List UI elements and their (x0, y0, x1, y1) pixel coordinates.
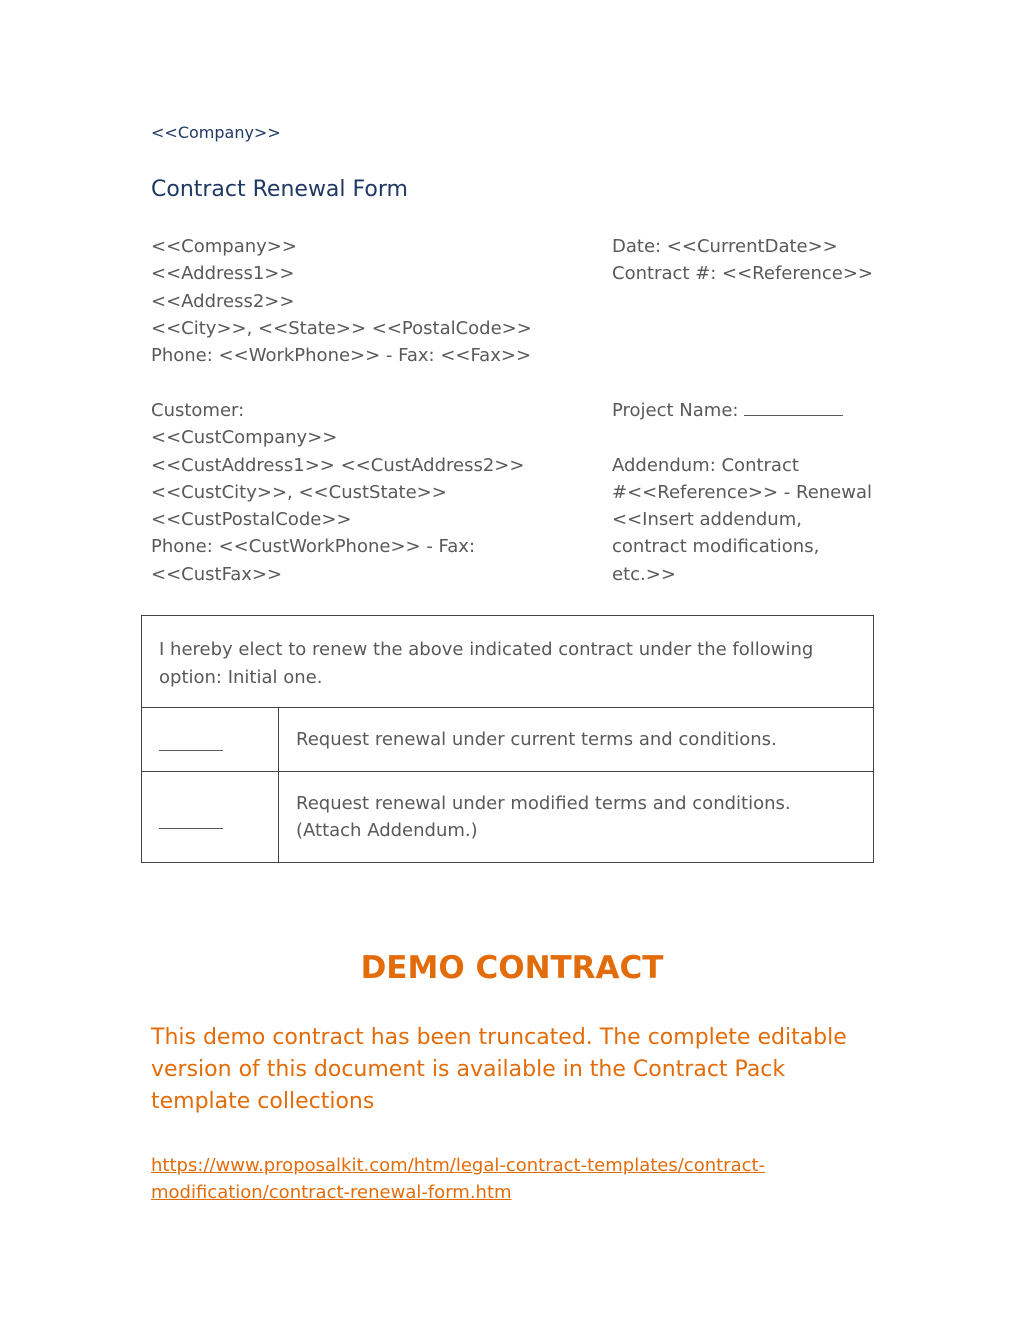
option-current-terms: Request renewal under current terms and conditions. (279, 708, 874, 772)
table-row (142, 772, 874, 863)
customer-label: Customer: (151, 400, 245, 421)
contract-date: Date: <<CurrentDate>> (612, 236, 838, 257)
sender-company: <<Company>> (151, 236, 297, 257)
project-block (612, 397, 882, 588)
contract-info-block (612, 233, 882, 288)
customer-address: <<CustAddress1>> <<CustAddress2>> (151, 454, 525, 476)
customer-postal-code: <<CustPostalCode>> (151, 509, 352, 531)
renewal-options-table (141, 615, 874, 863)
project-name-blank[interactable] (744, 397, 843, 416)
customer-fax: <<CustFax>> (151, 563, 283, 585)
header-company: <<Company>> (151, 123, 281, 142)
project-name-label: Project Name: (612, 400, 745, 421)
customer-company: <<CustCompany>> (151, 427, 338, 449)
addendum-line-4: contract modifications, (612, 536, 820, 558)
spacer (612, 424, 882, 451)
demo-link[interactable]: https://www.proposalkit.com/htm/legal-contract-templates/contract-modification/contract-renewal-form.htm (151, 1155, 766, 1203)
addendum-line-5: etc.>> (612, 563, 676, 585)
sender-city-state: <<City>>, <<State>> <<PostalCode>> (151, 317, 532, 339)
sender-phone-fax: Phone: <<WorkPhone>> - Fax: <<Fax>> (151, 345, 532, 367)
sender-address1: <<Address1>> (151, 263, 295, 285)
addendum-line-2: #<<Reference>> - Renewal (612, 481, 872, 503)
demo-notice: This demo contract has been truncated. The complete editable version of this document is available in the Contract Pack template collections (151, 1025, 847, 1114)
customer-phone-fax: Phone: <<CustWorkPhone>> - Fax: (151, 536, 476, 558)
sender-address2: <<Address2>> (151, 290, 295, 312)
sender-address-block (151, 233, 591, 369)
addendum-line-1: Addendum: Contract (612, 454, 799, 476)
table-row (142, 708, 874, 772)
contract-number: Contract #: <<Reference>> (612, 263, 873, 285)
form-title: Contract Renewal Form (151, 177, 408, 202)
option-modified-terms: Request renewal under modified terms and conditions. (Attach Addendum.) (279, 772, 874, 863)
initial-field-current-terms[interactable] (142, 708, 279, 772)
customer-address-block (151, 397, 591, 588)
addendum-line-3: <<Insert addendum, (612, 509, 802, 531)
initial-field-modified-terms[interactable] (142, 772, 279, 863)
project-name-line (612, 397, 882, 424)
customer-city-state: <<CustCity>>, <<CustState>> (151, 481, 447, 503)
demo-title: DEMO CONTRACT (360, 950, 664, 986)
renewal-intro: I hereby elect to renew the above indicated contract under the following option: Initial one. (142, 616, 874, 708)
